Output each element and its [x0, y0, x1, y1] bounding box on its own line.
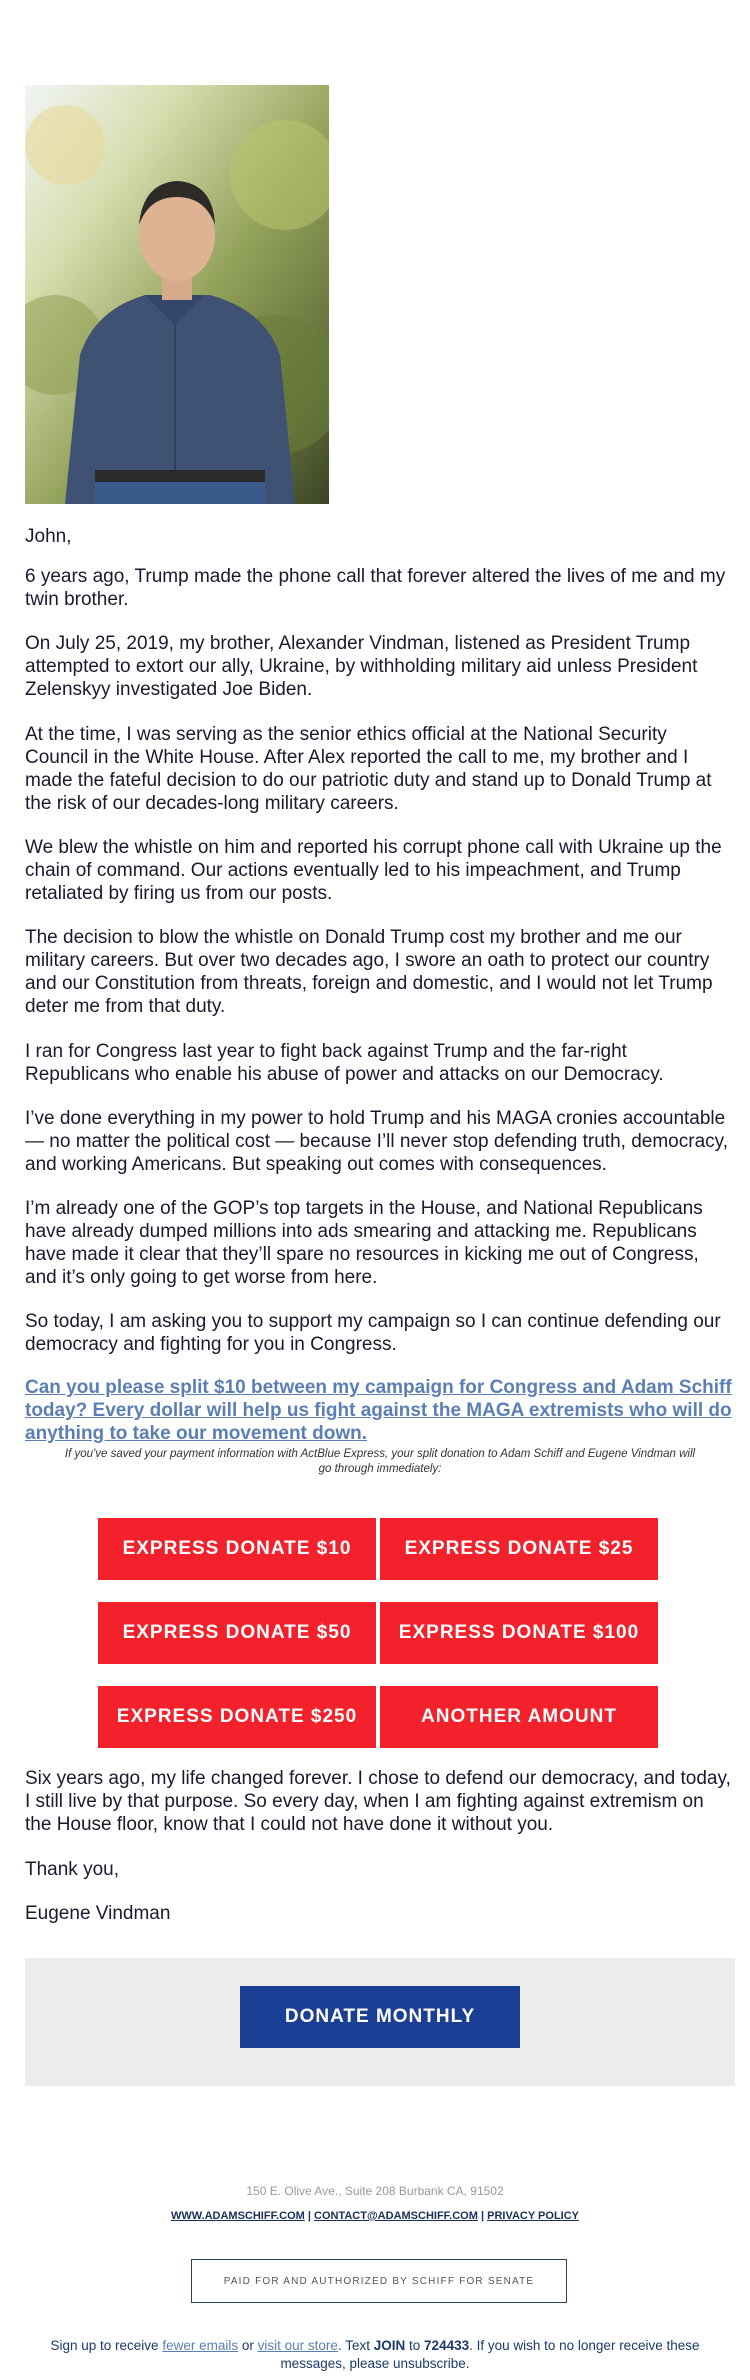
sms-shortcode: 724433 — [424, 2338, 470, 2353]
website-link[interactable]: WWW.ADAMSCHIFF.COM — [170, 2210, 305, 2222]
signup-suffix: . If you wish to no longer receive these messages, please unsubscribe. — [280, 2338, 700, 2371]
body-paragraph: I ran for Congress last year to fight back against Trump and the far-right Republicans who enable his abuse of power and attacks on our Democracy. — [25, 1041, 664, 1085]
closing-paragraph: Six years ago, my life changed forever. I chose to defend our democracy, and today, I still live by that purpose. So every day, when I am fighting against extremism on the House floor, know that I could not have done it without you. — [25, 1768, 731, 1835]
portrait-photo — [25, 85, 329, 504]
express-donate-50-button[interactable]: EXPRESS DONATE $50 — [98, 1602, 376, 1664]
actblue-express-note: If you've saved your payment information with ActBlue Express, your split donation to Adam Schiff and Eugene Vindman will go through immediately: — [64, 1448, 696, 1475]
express-donate-25-button[interactable]: EXPRESS DONATE $25 — [380, 1518, 658, 1580]
body-paragraph: On July 25, 2019, my brother, Alexander Vindman, listened as President Trump attempted to extort our ally, Ukraine, by withholding military aid unless President Zelenskyy investigated Joe Biden. — [25, 633, 698, 700]
body-paragraph: At the time, I was serving as the senior ethics official at the National Security Council in the White House. After Alex reported the call to me, my brother and I made the fateful decision to do our patriotic duty and stand up to Donald Trump at the risk of our decades-long military careers. — [25, 724, 712, 814]
thanks-text: Thank you, — [25, 1859, 119, 1880]
split-donation-link[interactable]: Can you please split $10 between my campaign for Congress and Adam Schiff today? Every dollar will help us fight against the MAGA extremists who will do anything to take our movement down. — [25, 1377, 732, 1444]
body-paragraph: I’ve done everything in my power to hold Trump and his MAGA cronies accountable — no matter the political cost — because I’ll never stop defending truth, democracy, and working Americans. But speaking out comes with consequences. — [25, 1108, 728, 1175]
express-donate-100-button[interactable]: EXPRESS DONATE $100 — [380, 1602, 658, 1664]
fewer-emails-link[interactable]: fewer emails — [162, 2338, 239, 2353]
link-separator: | — [480, 2210, 485, 2222]
signup-text — [30, 2337, 720, 2373]
paid-for-disclaimer: PAID FOR AND AUTHORIZED BY SCHIFF FOR SENATE — [191, 2259, 567, 2303]
body-paragraph: The decision to blow the whistle on Donald Trump cost my brother and me our military careers. But over two decades ago, I swore an oath to protect our country and our Constitution from threats, foreign and domestic, and I would not let Trump deter me from that duty. — [25, 927, 713, 1017]
monthly-donation-panel — [25, 1958, 735, 2086]
signup-text-cta: . Text — [337, 2338, 370, 2353]
body-paragraph: 6 years ago, Trump made the phone call that forever altered the lives of me and my twin brother. — [25, 566, 726, 610]
signature: Eugene Vindman — [25, 1903, 171, 1924]
express-donate-10-button[interactable]: EXPRESS DONATE $10 — [98, 1518, 376, 1580]
body-paragraph: So today, I am asking you to support my campaign so I can continue defending our democracy and fighting for you in Congress. — [25, 1311, 721, 1355]
donate-monthly-button[interactable]: DONATE MONTHLY — [240, 1986, 520, 2048]
privacy-policy-link[interactable]: PRIVACY POLICY — [487, 2210, 579, 2222]
signup-to: to — [409, 2338, 421, 2353]
contact-email-link[interactable]: CONTACT@ADAMSCHIFF.COM — [314, 2210, 478, 2222]
signup-prefix: Sign up to receive — [50, 2338, 159, 2353]
sms-keyword: JOIN — [373, 2338, 406, 2353]
body-paragraph: We blew the whistle on him and reported his corrupt phone call with Ukraine up the chain of command. Our actions eventually led to his impeachment, and Trump retaliated by firing us from our posts. — [25, 837, 722, 904]
body-paragraph: I’m already one of the GOP’s top targets in the House, and National Republicans have already dumped millions into ads smearing and attacking me. Republicans have made it clear that they’ll spare no resources in kicking me out of Congress, and it’s only going to get worse from here. — [25, 1198, 703, 1288]
another-amount-button[interactable]: ANOTHER AMOUNT — [380, 1686, 658, 1748]
express-donate-250-button[interactable]: EXPRESS DONATE $250 — [98, 1686, 376, 1748]
footer-links — [0, 2210, 750, 2222]
greeting: John, — [25, 526, 72, 547]
visit-store-link[interactable]: visit our store — [257, 2338, 338, 2353]
signup-or: or — [241, 2338, 254, 2353]
footer-address: 150 E. Olive Ave., Suite 208 Burbank CA, 91502 — [246, 2184, 504, 2198]
link-separator: | — [307, 2210, 311, 2222]
